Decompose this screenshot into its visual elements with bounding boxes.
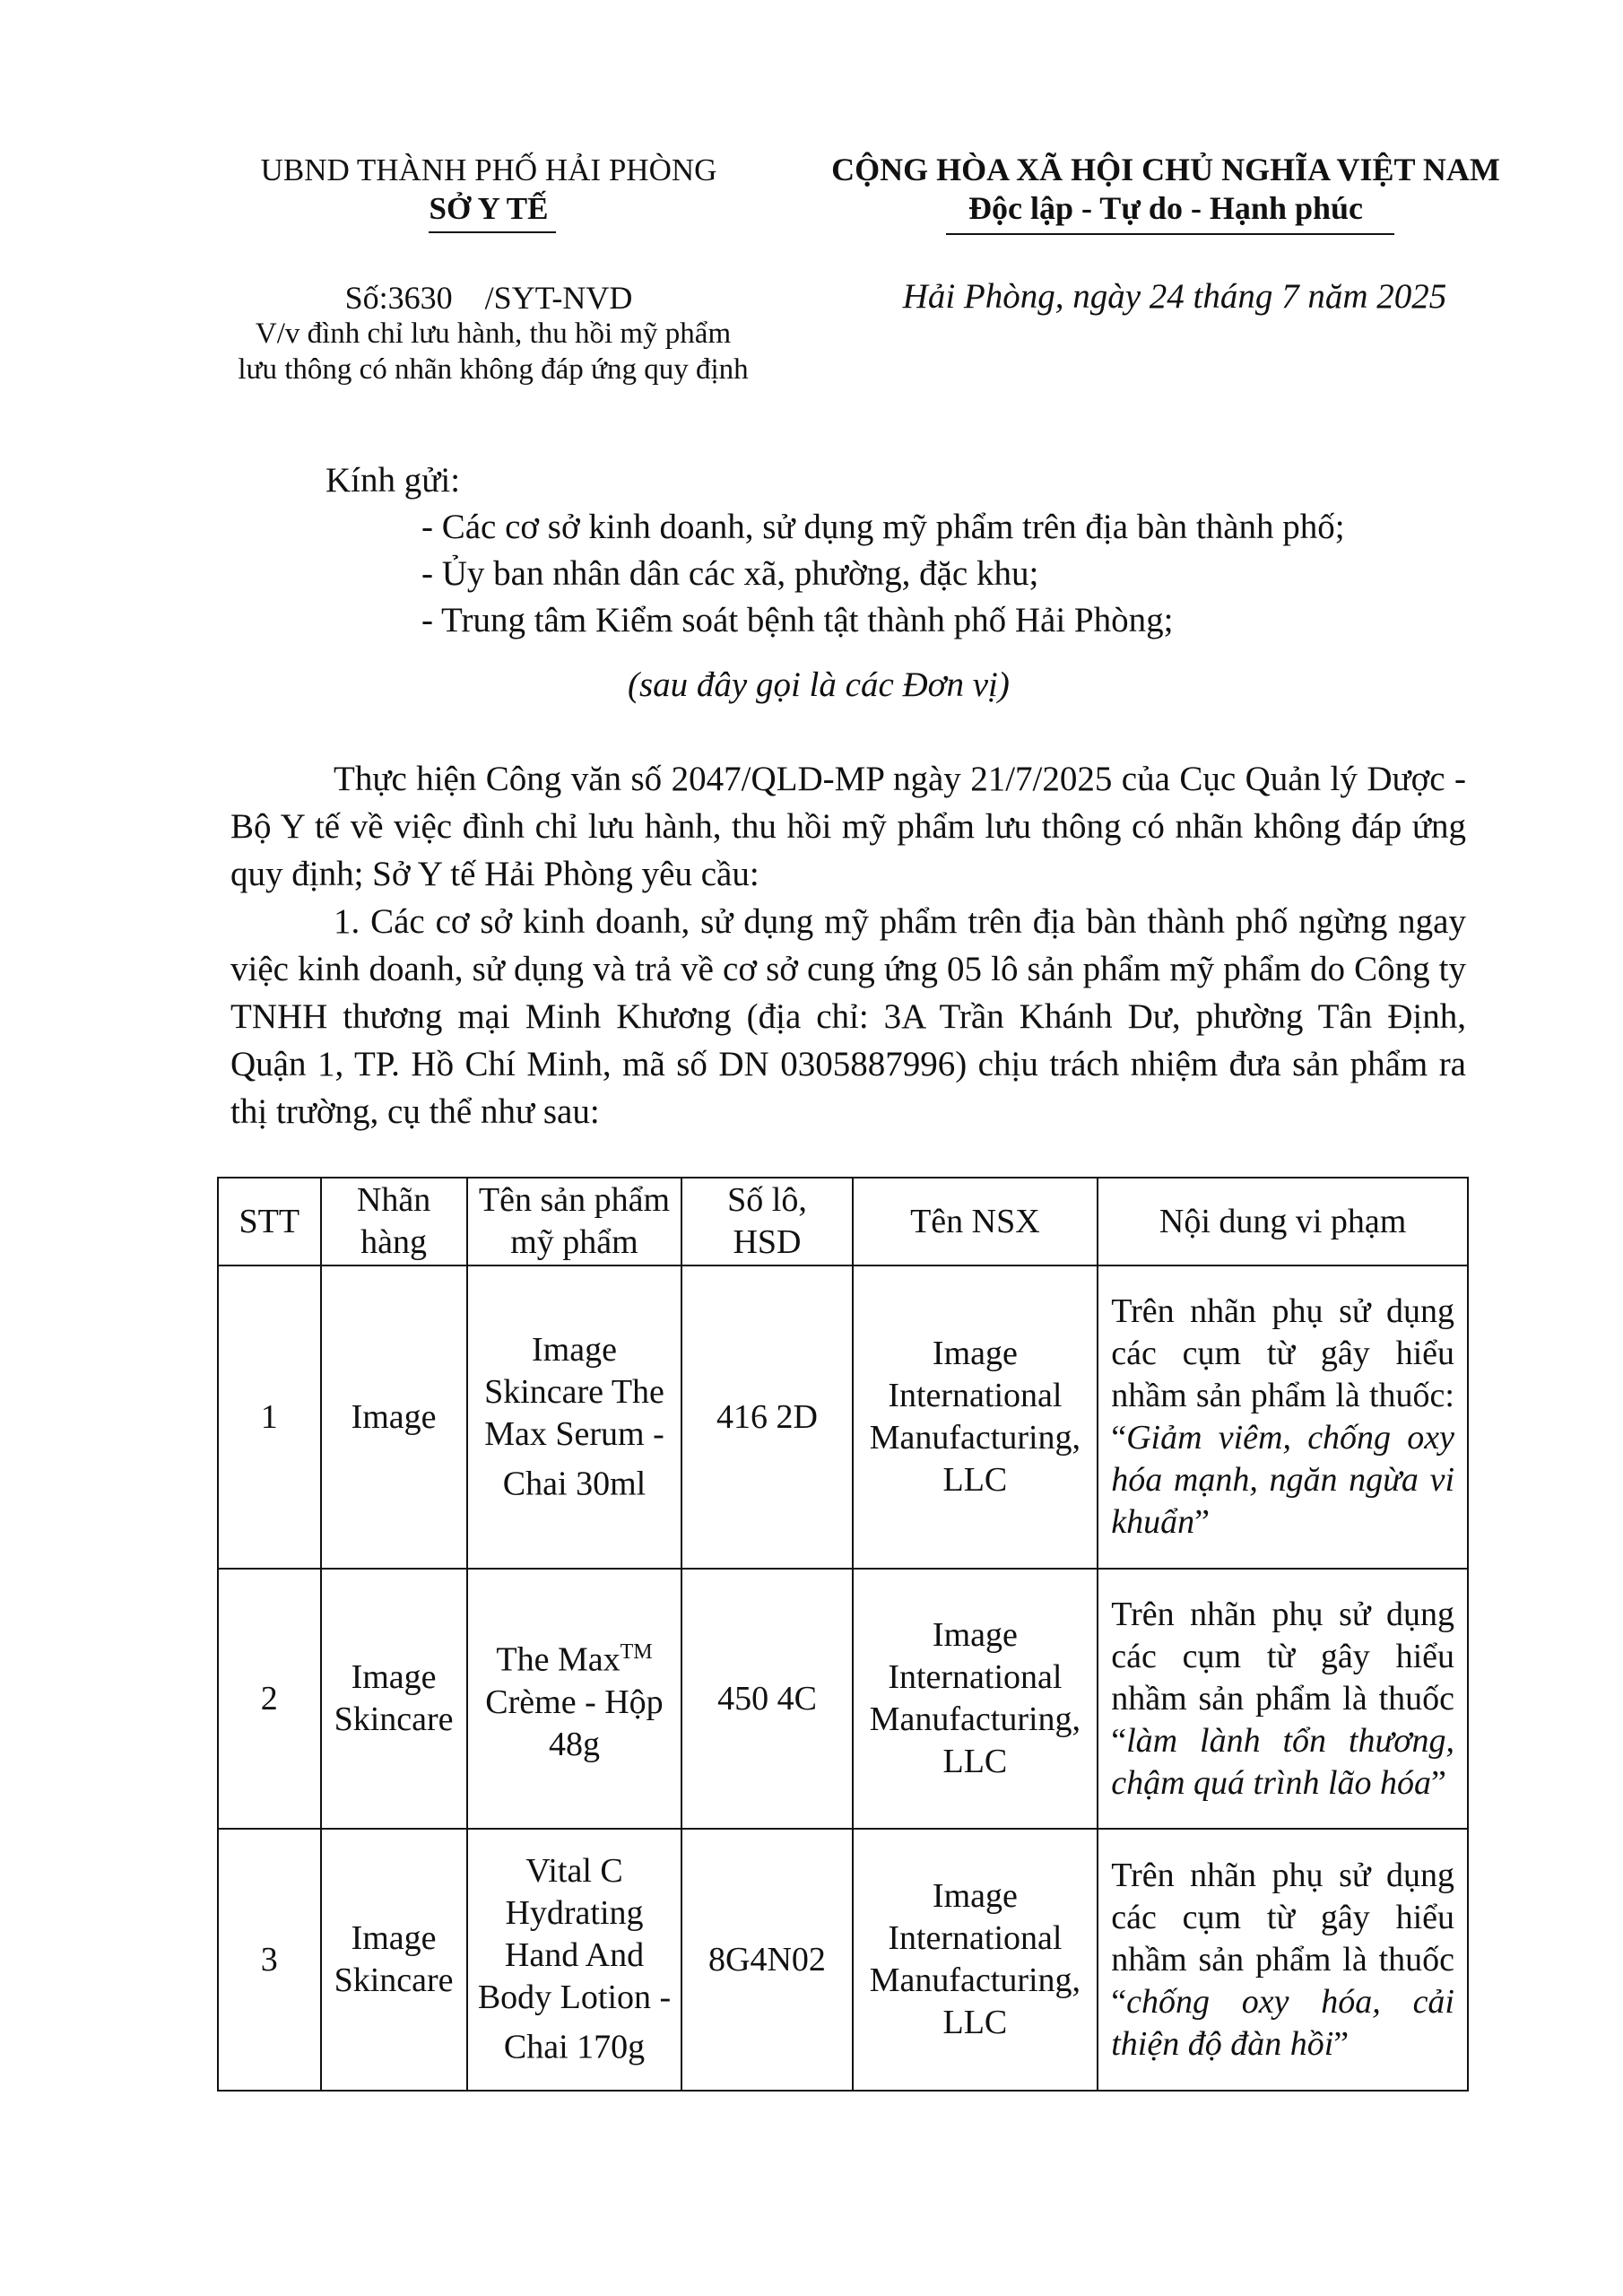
document-date: Hải Phòng, ngày 24 tháng 7 năm 2025 (902, 277, 1447, 316)
cell-violation (1098, 1569, 1468, 1829)
national-motto: Độc lập - Tự do - Hạnh phúc (968, 190, 1364, 226)
cell-stt: 3 (218, 1829, 321, 2091)
body-paragraph: Thực hiện Công văn số 2047/QLD-MP ngày 21/7/2025 của Cục Quản lý Dược - Bộ Y tế về việc đình chỉ lưu hành, thu hồi mỹ phẩm lưu thông có nhãn không đáp ứng quy định; Sở Y tế Hải Phòng yêu cầu: (230, 760, 1466, 893)
cell-lot: 8G4N02 (681, 1829, 852, 2091)
salutation: Kính gửi: (325, 461, 461, 500)
table-row (218, 1569, 1468, 1829)
cell-lot: 416 2D (681, 1265, 852, 1569)
recipient-item: - Ủy ban nhân dân các xã, phường, đặc khu; (421, 554, 1039, 593)
header-text: hàng (360, 1223, 427, 1261)
document-subject (179, 316, 807, 387)
document-body (230, 755, 1466, 1135)
subject-line-2: lưu thông có nhãn không đáp ứng quy định (238, 353, 749, 386)
cell-product (467, 1829, 682, 2091)
violation-text: Trên nhãn phụ sử dụng các cụm từ gây hiểu nhầm sản phẩm là thuốc “ (1111, 1595, 1454, 1760)
product-name: Image Skincare The Max Serum - Chai 30ml (484, 1330, 664, 1503)
product-name-rest: Crème - Hộp 48g (485, 1683, 664, 1763)
header-product (467, 1178, 682, 1265)
cell-manufacturer: Image International Manufacturing, LLC (853, 1569, 1098, 1829)
cell-product (467, 1265, 682, 1569)
product-recall-table (217, 1177, 1469, 2092)
cell-stt: 2 (218, 1569, 321, 1829)
issuing-agency-block (224, 151, 753, 228)
department-name: SỞ Y TẾ (429, 191, 549, 226)
trademark-mark: TM (620, 1640, 653, 1665)
table-header-row (218, 1178, 1468, 1265)
recipient-item: - Các cơ sở kinh doanh, sử dụng mỹ phẩm trên địa bàn thành phố; (421, 508, 1345, 546)
motto-underline (946, 233, 1394, 235)
republic-name: CỘNG HÒA XÃ HỘI CHỦ NGHĨA VIỆT NAM (831, 152, 1500, 187)
header-text: HSD (733, 1223, 802, 1261)
violation-close-quote: ” (1431, 1763, 1446, 1802)
header-violation: Nội dung vi phạm (1098, 1178, 1468, 1265)
agency-name: UBND THÀNH PHỐ HẢI PHÒNG (260, 152, 717, 187)
violation-close-quote: ” (1194, 1503, 1210, 1541)
cell-violation (1098, 1265, 1468, 1569)
header-manufacturer: Tên NSX (853, 1178, 1098, 1265)
violation-text: Trên nhãn phụ sử dụng các cụm từ gây hiểu nhầm sản phẩm là thuốc “ (1111, 1856, 1454, 2021)
violation-text: Trên nhãn phụ sử dụng các cụm từ gây hiểu nhầm sản phẩm là thuốc: “ (1111, 1292, 1454, 1457)
violation-quote: Giảm viêm, chống oxy hóa mạnh, ngăn ngừa vi khuẩn (1111, 1419, 1454, 1541)
header-stt: STT (218, 1178, 321, 1265)
table-row (218, 1829, 1468, 2091)
cell-brand: Image Skincare (321, 1829, 467, 2091)
body-paragraph: 1. Các cơ sở kinh doanh, sử dụng mỹ phẩm trên địa bàn thành phố ngừng ngay việc kinh doanh, sử dụng và trả về cơ sở cung ứng 05 lô sản phẩm mỹ phẩm do Công ty TNHH thương mại Minh Khương (địa chỉ: 3A Trần Khánh Dư, phường Tân Định, Quận 1, TP. Hồ Chí Minh, mã số DN 0305887996) chịu trách nhiệm đưa sản phẩm ra thị trường, cụ thể như sau: (230, 902, 1466, 1131)
cell-lot: 450 4C (681, 1569, 852, 1829)
product-name: Vital C Hydrating Hand And Body Lotion - Chai 170g (477, 1852, 672, 2066)
header-lot (681, 1178, 852, 1265)
cell-manufacturer: Image International Manufacturing, LLC (853, 1829, 1098, 2091)
header-brand (321, 1178, 467, 1265)
cell-brand: Image (321, 1265, 467, 1569)
cell-manufacturer: Image International Manufacturing, LLC (853, 1265, 1098, 1569)
header-text: Nhãn (356, 1181, 431, 1219)
header-text: Số lô, (727, 1181, 807, 1219)
recipient-item: - Trung tâm Kiểm soát bệnh tật thành phố Hải Phòng; (421, 601, 1174, 639)
product-name: The Max (496, 1640, 621, 1679)
header-text: mỹ phẩm (510, 1223, 638, 1261)
violation-quote: làm lành tổn thương, chậm quá trình lão hóa (1111, 1721, 1454, 1802)
cell-brand: Image Skincare (321, 1569, 467, 1829)
cell-product (467, 1569, 682, 1829)
national-title-block (807, 151, 1524, 228)
cell-violation (1098, 1829, 1468, 2091)
department-underline (429, 231, 556, 233)
recipient-list (421, 504, 1345, 644)
table-row (218, 1265, 1468, 1569)
header-text: Tên sản phẩm (478, 1181, 671, 1219)
subject-line-1: V/v đình chỉ lưu hành, thu hồi mỹ phẩm (255, 317, 732, 350)
violation-close-quote: ” (1333, 2024, 1350, 2063)
document-number: Số:3630 /SYT-NVD (344, 280, 633, 316)
cell-stt: 1 (218, 1265, 321, 1569)
recipient-note: (sau đây gọi là các Đơn vị) (628, 665, 1010, 704)
violation-quote: chống oxy hóa, cải thiện độ đàn hồi (1111, 1982, 1454, 2063)
